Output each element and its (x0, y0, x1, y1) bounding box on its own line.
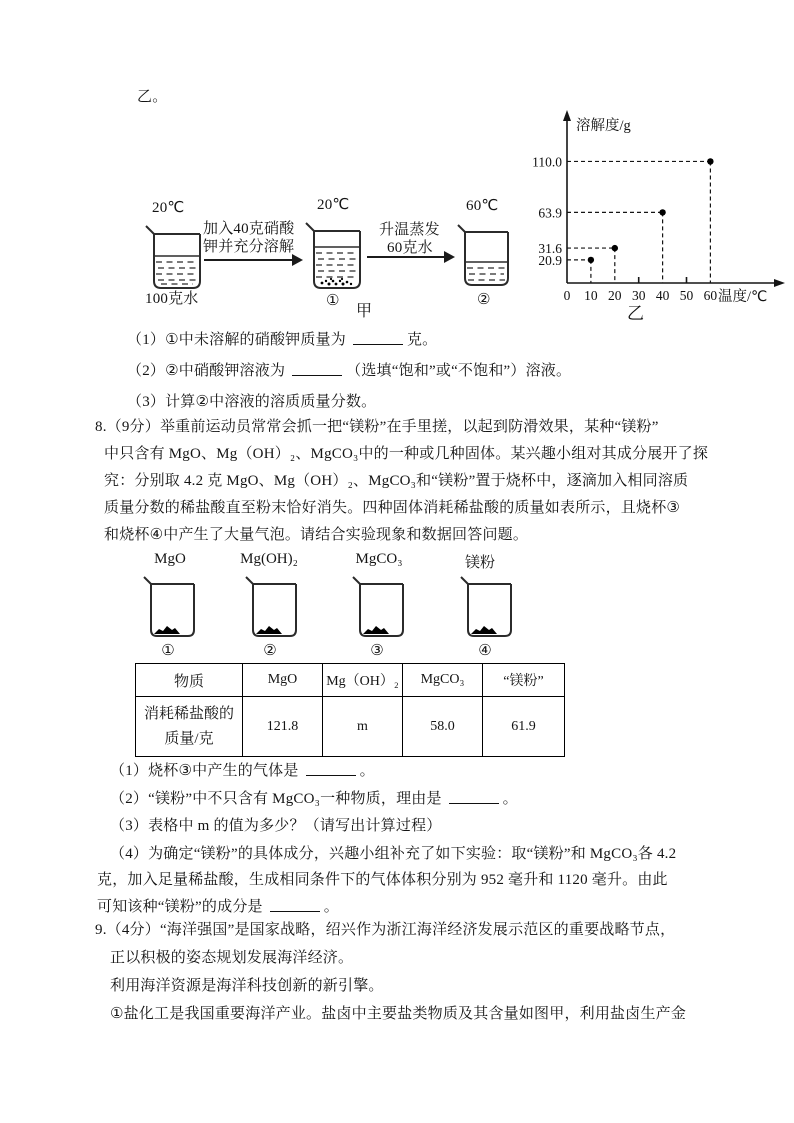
table-data-row (136, 697, 565, 757)
q8-beaker3-number: ③ (370, 643, 384, 659)
q8-part2-text: （2）“镁粉”中不只含有 MgCO₃一种物质，理由是 (110, 791, 442, 807)
x-tick-label: 10 (584, 288, 598, 303)
q9-line4: ①盐化工是我国重要海洋产业。盐卤中主要盐类物质及其含量如图甲，利用盐卤生产金 (110, 1006, 687, 1022)
beaker2-temp-label: 20℃ (317, 197, 350, 213)
beaker3-temp-label: 60℃ (466, 198, 499, 214)
water-dashes (316, 253, 358, 277)
water-dashes (467, 268, 506, 280)
data-point (707, 158, 713, 164)
q8-beaker1-icon (138, 573, 198, 639)
q8-part4-suffix: 。 (323, 899, 339, 915)
hcl-consumption-table (135, 663, 565, 757)
water-dashes (156, 262, 198, 284)
q8-part1 (110, 762, 375, 781)
y-tick-label: 31.6 (538, 241, 562, 257)
figure-jia-caption: 甲 (356, 303, 373, 320)
powder-icon (154, 626, 180, 634)
q8-beaker4-number: ④ (478, 643, 492, 659)
q7-part3: （3）计算②中溶液的溶质质量分数。 (127, 394, 377, 410)
table-value-mgoh2: m (323, 697, 403, 757)
table-header-mgoh2: Mg（OH）₂ (323, 664, 403, 697)
question7-intro-text: 乙。 (137, 89, 168, 105)
answer-blank (306, 762, 356, 776)
table-header-mgco3: MgCO₃ (403, 664, 483, 697)
answer-blank (270, 898, 320, 912)
q9-line1: 9.（4分）“海洋强国”是国家战略，绍兴作为浙江海洋经济发展示范区的重要战略节点， (95, 922, 676, 938)
q8-beaker3-label: MgCO₃ (355, 551, 403, 567)
arrow1-text-line2: 钾并充分溶解 (203, 239, 295, 255)
arrow-right-icon (367, 256, 453, 258)
table-value-mgco3: 58.0 (403, 697, 483, 757)
q7-part2-text: （2）②中硝酸钾溶液为 (127, 363, 286, 379)
table-header-substance: 物质 (136, 664, 243, 697)
x-tick-label: 50 (679, 288, 694, 303)
q8-part1-suffix: 。 (359, 763, 375, 779)
y-tick-label: 20.9 (538, 252, 562, 268)
q7-part1 (127, 331, 437, 350)
table-header-mgo: MgO (243, 664, 323, 697)
beaker1-caption: 100克水 (145, 291, 199, 307)
q8-part4-text: 可知该种“镁粉”的成分是 (97, 899, 263, 915)
q8-part2-suffix: 。 (502, 791, 518, 807)
x-axis-label: 温度/℃ (718, 289, 768, 305)
q8-beaker4-icon (455, 573, 515, 639)
q8-body-line2: 中只含有 MgO、Mg（OH）₂、MgCO₃中的一种或几种固体。某兴趣小组对其成分展开了探 (104, 446, 709, 462)
answer-blank (449, 790, 499, 804)
q9-line2: 正以积极的姿态规划发展海洋经济。 (110, 950, 354, 966)
undissolved-solid-icon (321, 278, 353, 286)
x-tick-label: 30 (631, 288, 646, 303)
x-axis-arrow-icon (774, 279, 785, 287)
q8-beaker3-icon (347, 573, 407, 639)
q8-beaker1-label: MgO (154, 551, 186, 567)
beaker1-temp-label: 20℃ (152, 200, 185, 216)
q8-part4-line1: （4）为确定“镁粉”的具体成分，兴趣小组补充了如下实验：取“镁粉”和 MgCO₃各 4.2 (110, 846, 677, 862)
x-tick-label: 60 (703, 288, 718, 303)
arrow1-text-line1: 加入40克硝酸 (203, 221, 295, 237)
answer-blank (353, 331, 403, 345)
y-tick-label: 110.0 (532, 154, 562, 170)
q8-body-line5: 和烧杯④中产生了大量气泡。请结合实验现象和数据回答问题。 (104, 527, 529, 543)
q8-beaker2-label: Mg(OH)₂ (240, 551, 298, 567)
beaker3-icon (451, 220, 515, 290)
q7-part2-suffix: （选填“饱和”或“不饱和”）溶液。 (346, 363, 572, 379)
arrow2-text-line2: 60克水 (387, 240, 433, 256)
q8-beaker2-number: ② (263, 643, 277, 659)
x-tick-label: 0 (563, 288, 571, 303)
q8-part4-line2: 克，加入足量稀盐酸，生成相同条件下的气体体积分别为 952 毫升和 1120 毫升。由此 (97, 872, 668, 888)
table-value-magnesium-powder: 61.9 (483, 697, 565, 757)
arrow2-text-line1: 升温蒸发 (379, 222, 440, 238)
beaker1-icon (138, 221, 208, 293)
q8-part1-text: （1）烧杯③中产生的气体是 (110, 763, 299, 779)
powder-icon (256, 626, 282, 634)
q8-body-line3: 究：分别取 4.2 克 MgO、Mg（OH）₂、MgCO₃和“镁粉”置于烧杯中，逐滴加入相同溶质 (104, 473, 689, 489)
y-axis-arrow-icon (563, 110, 571, 121)
q8-part4-line3 (97, 898, 339, 917)
q8-beaker1-number: ① (161, 643, 175, 659)
table-value-mgo: 121.8 (243, 697, 323, 757)
q9-line3: 利用海洋资源是海洋科技创新的新引擎。 (110, 978, 384, 994)
q8-beaker4-label: 镁粉 (464, 555, 495, 571)
data-point (659, 209, 665, 215)
data-point (588, 257, 594, 263)
arrow-right-icon (204, 259, 301, 261)
y-axis-label: 溶解度/g (576, 118, 631, 134)
q8-part3: （3）表格中 m 的值为多少？（请写出计算过程） (110, 818, 442, 834)
q7-part2 (127, 362, 571, 381)
table-header-magnesium-powder: “镁粉” (483, 664, 565, 697)
beaker2-icon (298, 218, 368, 294)
beaker3-caption: ② (477, 292, 491, 308)
q7-part1-suffix: 克。 (406, 332, 438, 348)
q8-part2 (110, 790, 518, 809)
q8-body-line1: 8.（9分）举重前运动员常常会抓一把“镁粉”在手里搓，以起到防滑效果，某种“镁粉” (95, 419, 659, 435)
q7-part1-text: （1）①中未溶解的硝酸钾质量为 (127, 332, 346, 348)
answer-blank (292, 362, 342, 376)
powder-icon (471, 626, 497, 634)
powder-icon (363, 626, 389, 634)
q8-body-line4: 质量分数的稀盐酸直至粉末恰好消失。四种固体消耗稀盐酸的质量如表所示，且烧杯③ (104, 500, 681, 516)
figure-yi-caption: 乙 (627, 304, 645, 323)
data-point (612, 245, 618, 251)
beaker2-caption: ① (326, 293, 340, 309)
table-header-row (136, 664, 565, 697)
x-tick-label: 20 (608, 288, 622, 303)
x-tick-label: 40 (655, 288, 670, 303)
y-tick-label: 63.9 (538, 205, 562, 221)
solubility-chart (528, 103, 794, 318)
table-row-label: 消耗稀盐酸的质量/克 (136, 697, 243, 757)
q8-beaker2-icon (240, 573, 300, 639)
